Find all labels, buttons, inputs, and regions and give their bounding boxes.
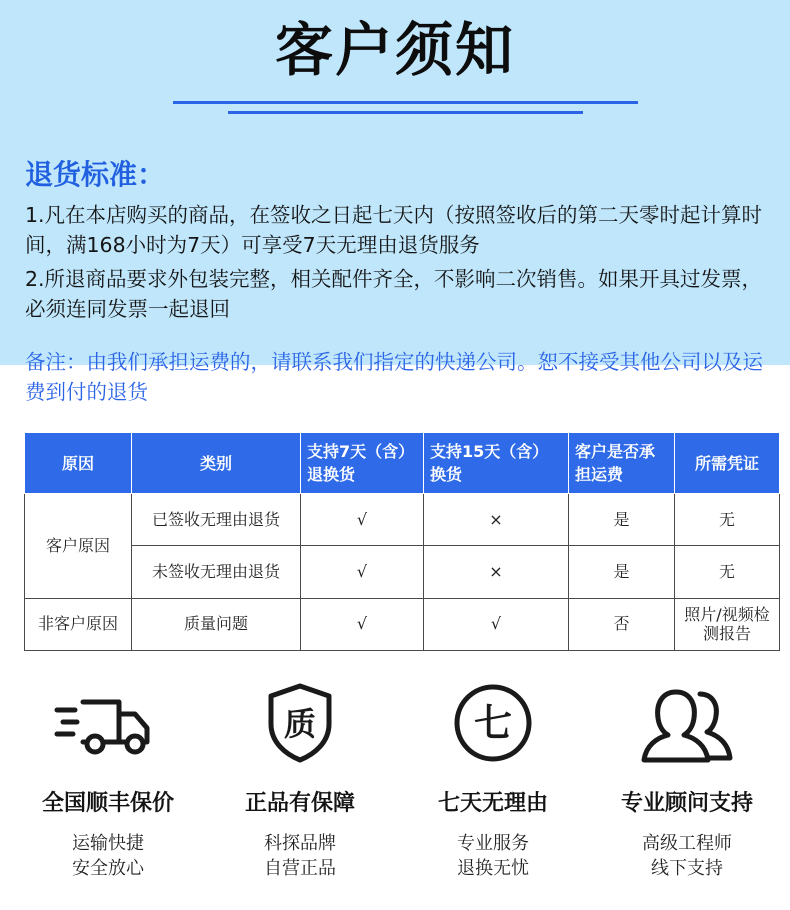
feature-title: 正品有保障: [244, 791, 355, 816]
return-rule-1: 1.凡在本店购买的商品，在签收之日起七天内（按照签收后的第二天零时起计算时间，满168小时为7天）可享受7天无理由退货服务: [25, 203, 763, 257]
feature-desc-line: 安全放心: [72, 858, 144, 879]
feature-desc-line: 退换无忧: [457, 858, 529, 879]
header-freight: 客户是否承担运费: [569, 433, 675, 494]
header-reason: 原因: [25, 433, 132, 494]
seven-day-cell: √: [301, 494, 424, 546]
header-proof: 所需凭证: [675, 433, 780, 494]
proof-cell: 无: [675, 546, 780, 598]
return-policy-table: [24, 432, 780, 651]
table-row: [25, 546, 780, 598]
freight-cell: 是: [569, 494, 675, 546]
freight-cell: 是: [569, 546, 675, 598]
proof-cell: 照片/视频检测报告: [675, 598, 780, 650]
users-icon: [632, 680, 742, 765]
feature-desc: [592, 831, 782, 881]
feature-desc-line: 高级工程师: [642, 833, 732, 854]
title-underline-top: [173, 101, 638, 104]
seven-circle-icon: [438, 680, 548, 765]
feature-consultant: [592, 680, 782, 881]
delivery-truck-icon: [53, 680, 163, 765]
title-underline-bottom: [228, 111, 583, 114]
proof-cell: 无: [675, 494, 780, 546]
feature-shipping: [13, 680, 203, 881]
feature-title: 专业顾问支持: [620, 791, 753, 816]
page-title: 客户须知: [274, 16, 515, 84]
feature-desc: [205, 831, 395, 881]
fifteen-day-cell: ×: [424, 494, 569, 546]
feature-title: 七天无理由: [437, 791, 548, 816]
header-fifteen-day: 支持15天（含）换货: [424, 433, 569, 494]
circle-glyph: 七: [473, 701, 513, 745]
service-features: [0, 680, 790, 910]
fifteen-day-cell: √: [424, 598, 569, 650]
feature-title: 全国顺丰保价: [41, 791, 174, 816]
feature-desc-line: 线下支持: [651, 858, 723, 879]
feature-desc-line: 专业服务: [457, 833, 529, 854]
table-row: [25, 494, 780, 546]
category-cell: 质量问题: [132, 598, 301, 650]
category-cell: 未签收无理由退货: [132, 546, 301, 598]
feature-seven-day: [398, 680, 588, 881]
seven-day-cell: √: [301, 598, 424, 650]
feature-desc-line: 科探品牌: [264, 833, 336, 854]
feature-desc: [13, 831, 203, 881]
header-seven-day: 支持7天（含）退换货: [301, 433, 424, 494]
return-rule-2: 2.所退商品要求外包装完整，相关配件齐全，不影响二次销售。如果开具过发票，必须连同发票一起退回: [25, 267, 763, 321]
table-header-row: [25, 433, 780, 494]
fifteen-day-cell: ×: [424, 546, 569, 598]
feature-desc-line: 运输快捷: [72, 833, 144, 854]
quality-shield-icon: [245, 680, 355, 765]
freight-cell: 否: [569, 598, 675, 650]
feature-authentic: [205, 680, 395, 881]
return-standard-heading: 退货标准：: [25, 158, 166, 191]
header-category: 类别: [132, 433, 301, 494]
category-cell: 已签收无理由退货: [132, 494, 301, 546]
reason-cell: 非客户原因: [25, 598, 132, 650]
freight-note: 备注：由我们承担运费的，请联系我们指定的快递公司。恕不接受其他公司以及运费到付的退货: [25, 350, 763, 404]
reason-cell: 客户原因: [25, 494, 132, 599]
feature-desc-line: 自营正品: [264, 858, 336, 879]
table-row: [25, 598, 780, 650]
feature-desc: [398, 831, 588, 881]
shield-glyph: 质: [283, 705, 317, 743]
seven-day-cell: √: [301, 546, 424, 598]
